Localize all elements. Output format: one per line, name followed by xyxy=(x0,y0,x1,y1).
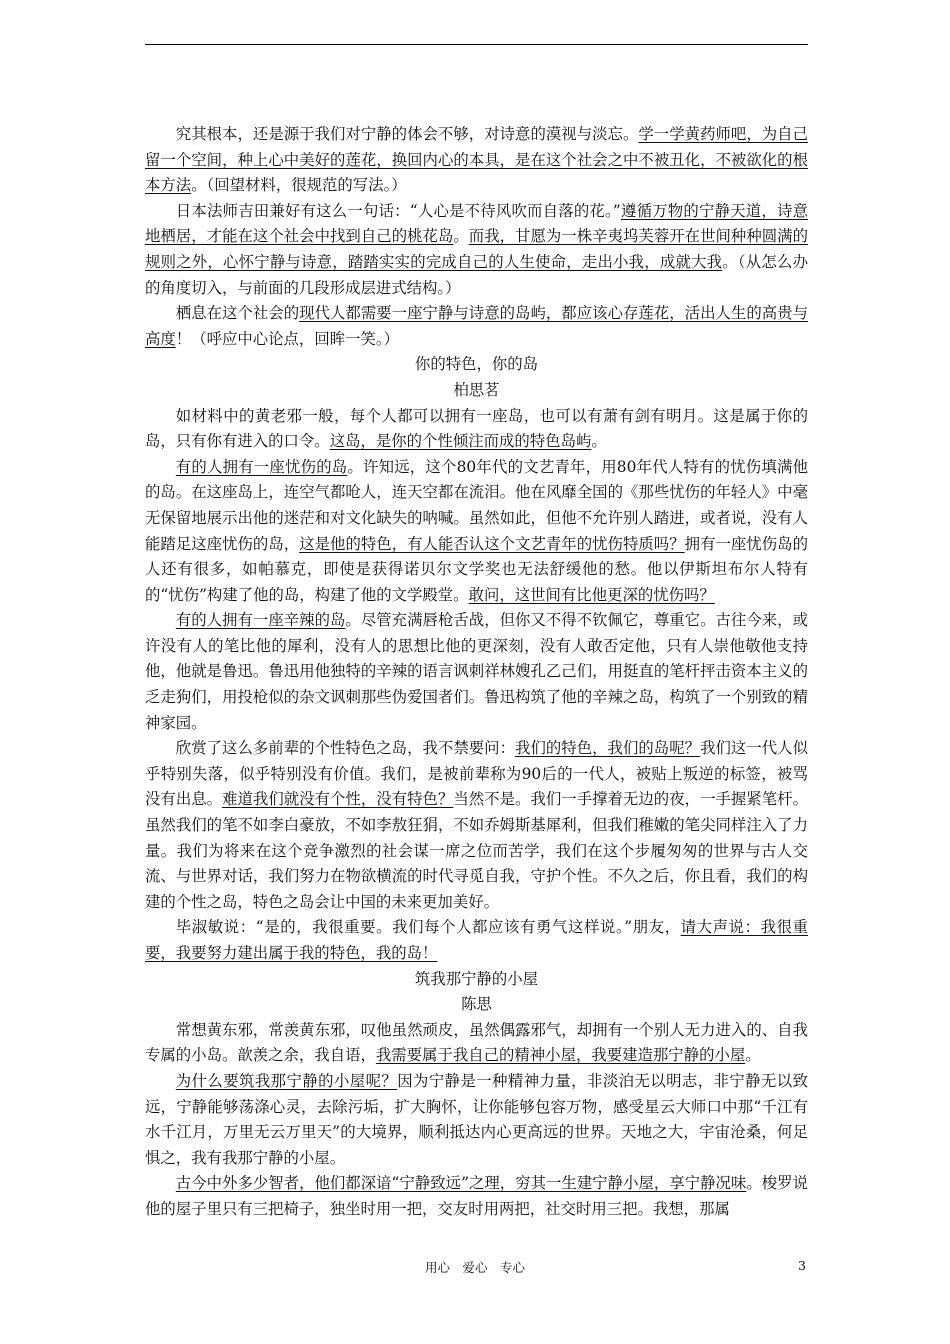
underlined-text: 我们的特色，我们的岛呢？ xyxy=(515,739,701,758)
paragraph xyxy=(145,455,808,609)
text-run: 当然不是。我们一手撑着无边的夜，一手握紧笔杆。虽然我们的笔不如李白豪放，不如李敖狂狷，不如乔姆斯基犀利，但我们稚嫩的笔尖同样注入了力量。我们为将来在这个竞争激烈的社会谋一席之位而苦学，我们在这个步履匆匆的世界与古人交流、与世界对话，我们努力在物欲横流的时代寻觅自我，守护个性。不久之后，你且看，我们的构建的个性之岛，特色之岛会让中国的未来更加美好。 xyxy=(145,790,808,911)
paragraph xyxy=(145,915,808,966)
text-run: 毕淑敏说：“是的，我很重要。我们每个人都应该有勇气这样说。”朋友， xyxy=(175,918,681,937)
text-run: 拥有一座忧伤岛的人还有很多，如帕慕克，即使是获得诺贝尔文学奖也无法舒缓他的愁。他以伊斯坦布尔人特有的“忧伤”构建了他的岛，构建了他的文学殿堂。 xyxy=(145,534,808,604)
text-run: 。 xyxy=(591,432,607,451)
underlined-text: 古今中外多少智者，他们都深谙“宁静致远”之理，穷其一生建宁静小屋，享宁静况味 xyxy=(175,1174,747,1193)
underlined-text: 敢问，这世间有比他更深的忧伤吗？ xyxy=(468,585,715,604)
text-run: 。许知远，这个80年代的文艺青年，用80年代人特有的忧伤填满他的岛。在这座岛上，连空气都呛人，连天空都在流泪。他在风靡全国的《那些忧伤的年轻人》中毫无保留地展示出他的迷茫和对文化缺失的呐喊。虽然如此，但他不允许别人踏进，或者说，没有人能踏足这座忧伤的岛， xyxy=(145,457,808,553)
underlined-text: 现代人都需要一座宁静与诗意的岛屿，都应该心存莲花，活出人生的高贵与高度 xyxy=(145,304,808,348)
text-run: 因为宁静是一种精神力量，非淡泊无以明志，非宁静无以致远，宁静能够荡涤心灵，去除污垢，扩大胸怀，让你能够包容万物，感受星云大师口中那“千江有水千江月，万里无云万里天”的大境界，顺利抵达内心更高远的世界。天地之大，宇宙沧桑，何足惧之，我有我那宁静的小屋。 xyxy=(145,1071,808,1167)
paragraph xyxy=(145,736,808,915)
text-run: 欣赏了这么多前辈的个性特色之岛，我不禁要问： xyxy=(175,739,516,758)
text-run: 。 xyxy=(453,227,469,246)
paragraph xyxy=(145,404,808,455)
underlined-text: 这是他的特色，有人能否认这个文艺青年的忧伤特质吗？ xyxy=(299,534,685,553)
paragraph xyxy=(145,608,808,736)
text-run: 。梭罗说他的屋子里只有三把椅子，独坐时用一把，交友时用两把，社交时用三把。我想，那属 xyxy=(145,1174,808,1218)
header-rule xyxy=(145,44,808,45)
underlined-text: 遵循万物的宁静天道，诗意地栖居，才能在这个社会中找到自己的桃花岛 xyxy=(145,201,808,246)
text-run: 。 xyxy=(745,1046,761,1065)
underlined-text: 而我，甘愿为一株辛夷坞芙蓉开在世间种种圆满的规则之外，心怀宁静与诗意，踏踏实实的完成自己的人生使命，走出小我，成就大我 xyxy=(145,227,808,271)
paragraph xyxy=(145,122,808,199)
text-run: 。尽管充满唇枪舌战，但你又不得不钦佩它，尊重它。古往今来，或许没有人的笔比他的犀利，没有人的思想比他的更深刻，没有人敢否定他，只有人崇他敬他支持他，他就是鲁迅。鲁迅用他独特的辛辣的语言讽刺祥林嫂孔乙己们，用挺直的笔杆抨击资本主义的乏走狗们，用投枪似的杂文讽刺那些伪爱国者们。鲁迅构筑了他的辛辣之岛，构筑了一个别致的精神家园。 xyxy=(145,611,808,732)
text-run: 栖息在这个社会的 xyxy=(175,304,300,323)
underlined-text: 这岛，是你的个性倾注而成的特色岛屿 xyxy=(329,432,592,451)
document-body xyxy=(145,122,808,1223)
text-run: 我们这一代人似乎特别失落，似乎特别没有价值。我们，是被前辈称为90后的一代人，被贴上叛逆的标签，被骂没有出息。 xyxy=(145,739,808,809)
paragraph xyxy=(145,1018,808,1069)
text-run: 常想黄东邪，常羡黄东邪，叹他虽然顽皮，虽然偶露邪气，却拥有一个别人无力进入的、自我专属的小岛。歆羡之余，我自语， xyxy=(145,1020,808,1065)
footer-text: 用心 爱心 专心 xyxy=(424,1260,525,1275)
page-number: 3 xyxy=(798,1258,806,1273)
text-run: 筑我那宁静的小屋 xyxy=(414,969,539,988)
paragraph xyxy=(145,199,808,301)
underlined-text: 学一学黄药师吧，为自己留一个空间，种上心中美好的莲花，换回内心的本具，是在这个社会之中不被丑化，不被欲化的根本方法 xyxy=(145,125,808,195)
text-run: 如材料中的黄老邪一般，每个人都可以拥有一座岛，也可以有萧有剑有明月。这是属于你的岛，只有你有进入的口令。 xyxy=(145,406,808,451)
paragraph xyxy=(145,1069,808,1171)
text-run: 日本法师吉田兼好有这么一句话：“人心是不待风吹而自落的花。” xyxy=(175,201,621,220)
center-heading xyxy=(145,992,808,1018)
text-run: 。（从怎么办的角度切入，与前面的几段形成层进式结构。） xyxy=(145,252,808,297)
paragraph xyxy=(145,301,808,352)
underlined-text: 有的人拥有一座忧伤的岛 xyxy=(175,457,348,476)
center-heading xyxy=(145,378,808,404)
underlined-text: 我需要属于我自己的精神小屋，我要建造那宁静的小屋 xyxy=(375,1046,746,1065)
underlined-text: 请大声说：我很重要，我要努力建出属于我的特色，我的岛！ xyxy=(145,918,808,962)
underlined-text: 为什么要筑我那宁静的小屋呢？ xyxy=(175,1071,398,1090)
text-run: 陈思 xyxy=(461,995,492,1014)
underlined-text: 难道我们就没有个性，没有特色？ xyxy=(222,790,454,809)
underlined-text: 有的人拥有一座辛辣的岛 xyxy=(175,611,346,630)
center-heading xyxy=(145,967,808,993)
center-heading xyxy=(145,352,808,378)
text-run: 。（回望材料，很规范的写法。） xyxy=(191,176,407,195)
text-run: 你的特色，你的岛 xyxy=(414,355,539,374)
page-footer xyxy=(0,1258,950,1278)
text-run: 柏思茗 xyxy=(453,380,500,399)
text-run: ！（呼应中心论点，回眸一笑。） xyxy=(175,329,399,348)
paragraph xyxy=(145,1171,808,1222)
text-run: 究其根本，还是源于我们对宁静的体会不够，对诗意的漠视与淡忘。 xyxy=(175,125,639,143)
